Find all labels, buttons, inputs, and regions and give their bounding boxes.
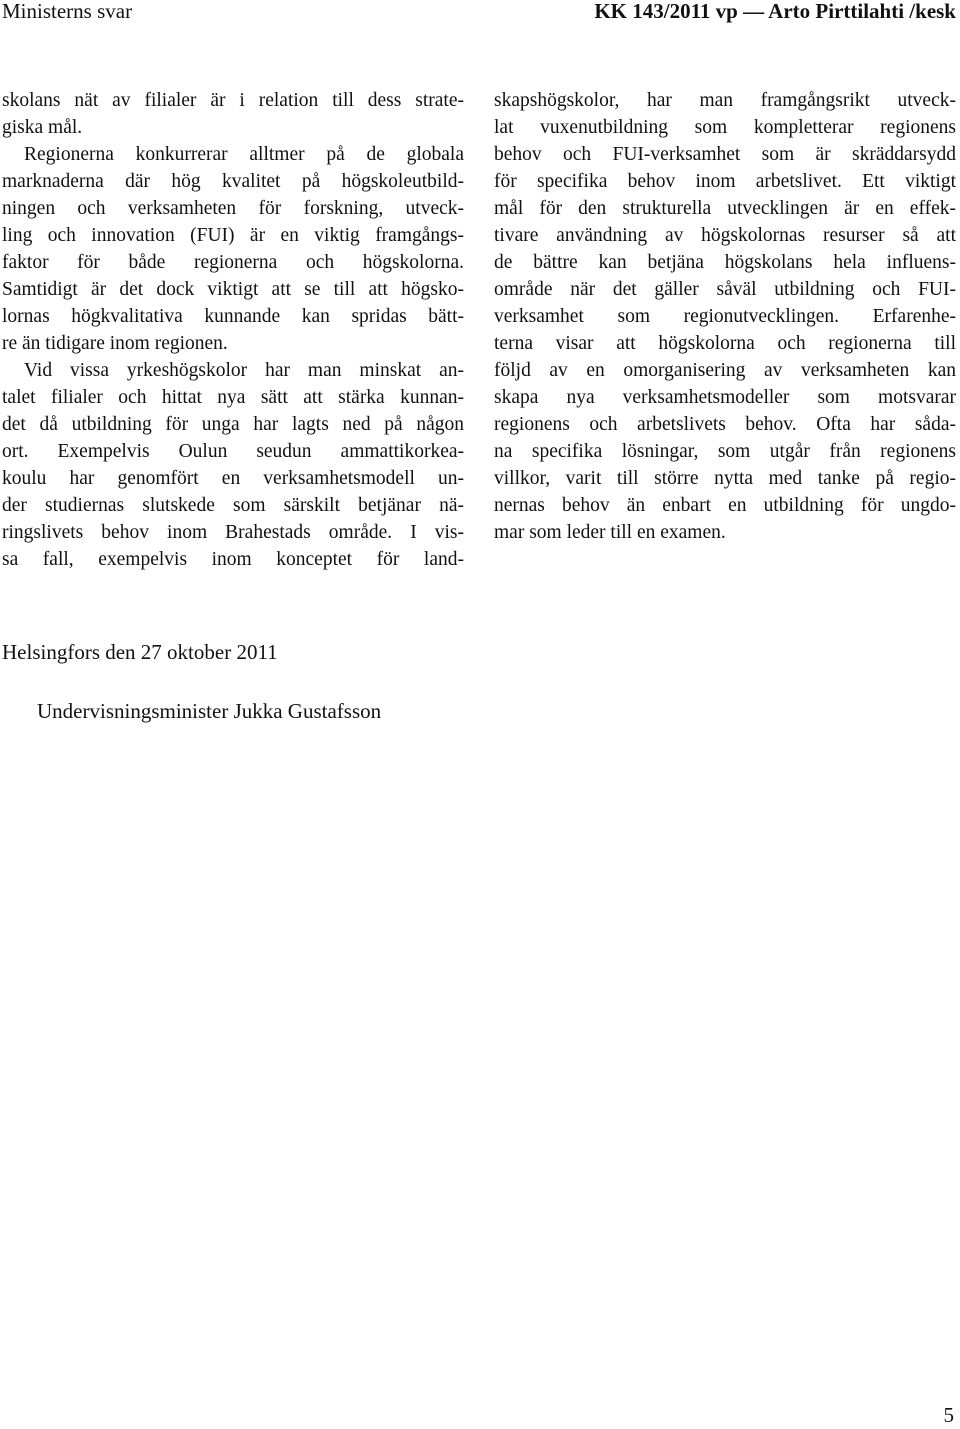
text-line: behov och FUI-verksamhet som är skräddarsydd (494, 144, 956, 165)
text-line: giska mål. (2, 117, 83, 138)
text-line: verksamhet som regionutvecklingen. Erfarenhe- (494, 306, 956, 327)
text-line: lornas högkvalitativa kunnande kan spridas bätt- (2, 306, 464, 327)
text-line: lat vuxenutbildning som kompletterar regionens (494, 117, 956, 138)
text-line: Vid vissa yrkeshögskolor har man minskat an- (24, 360, 464, 381)
text-line: område när det gäller såväl utbildning och FUI- (494, 279, 956, 300)
text-line: koulu har genomfört en verksamhetsmodell un- (2, 468, 464, 489)
text-line: marknaderna där hög kvalitet på högskoleutbild- (2, 171, 464, 192)
header-section-title: Ministerns svar (2, 0, 133, 23)
text-line: skolans nät av filialer är i relation till dess strate- (2, 90, 464, 111)
text-line: na specifika lösningar, som utgår från regionens (494, 441, 956, 462)
header-document-reference: KK 143/2011 vp — Arto Pirttilahti /kesk (594, 0, 956, 23)
text-line: ling och innovation (FUI) är en viktig framgångs- (2, 225, 464, 246)
text-line: nernas behov än enbart en utbildning för ungdo- (494, 495, 956, 516)
left-text-column (2, 87, 464, 573)
text-line: mål för den strukturella utvecklingen är en effek- (494, 198, 956, 219)
text-line: terna visar att högskolorna och regionerna till (494, 333, 956, 354)
text-line: Samtidigt är det dock viktigt att se till att högsko- (2, 279, 464, 300)
text-line: talet filialer och hittat nya sätt att stärka kunnan- (2, 387, 464, 408)
text-line: skapshögskolor, har man framgångsrikt utveck- (494, 90, 956, 111)
text-line: de bättre kan betjäna högskolans hela influens- (494, 252, 956, 273)
place-and-date: Helsingfors den 27 oktober 2011 (2, 640, 278, 664)
text-line: regionens och arbetslivets behov. Ofta har såda- (494, 414, 956, 435)
text-line: skapa nya verksamhetsmodeller som motsvarar (494, 387, 956, 408)
page-header (0, 0, 960, 30)
text-line: sa fall, exempelvis inom konceptet för land- (2, 549, 464, 570)
text-line: tivare användning av högskolornas resurser så att (494, 225, 956, 246)
text-line: följd av en omorganisering av verksamheten kan (494, 360, 956, 381)
text-line: villkor, varit till större nytta med tanke på regio- (494, 468, 956, 489)
text-line: ningen och verksamheten för forskning, utveck- (2, 198, 464, 219)
text-line: ort. Exempelvis Oulun seudun ammattikorkea- (2, 441, 464, 462)
text-line: re än tidigare inom regionen. (2, 333, 228, 354)
right-text-column (494, 87, 956, 546)
minister-signature-line: Undervisningsminister Jukka Gustafsson (37, 699, 382, 723)
text-line: der studiernas slutskede som särskilt betjänar nä- (2, 495, 464, 516)
page-number: 5 (943, 1403, 954, 1427)
text-line: mar som leder till en examen. (494, 522, 726, 543)
text-line: det då utbildning för unga har lagts ned på någon (2, 414, 464, 435)
text-line: Regionerna konkurrerar alltmer på de globala (24, 144, 464, 165)
text-line: faktor för både regionerna och högskolorna. (2, 252, 464, 273)
text-line: ringslivets behov inom Brahestads område. I vis- (2, 522, 464, 543)
text-line: för specifika behov inom arbetslivet. Ett viktigt (494, 171, 956, 192)
